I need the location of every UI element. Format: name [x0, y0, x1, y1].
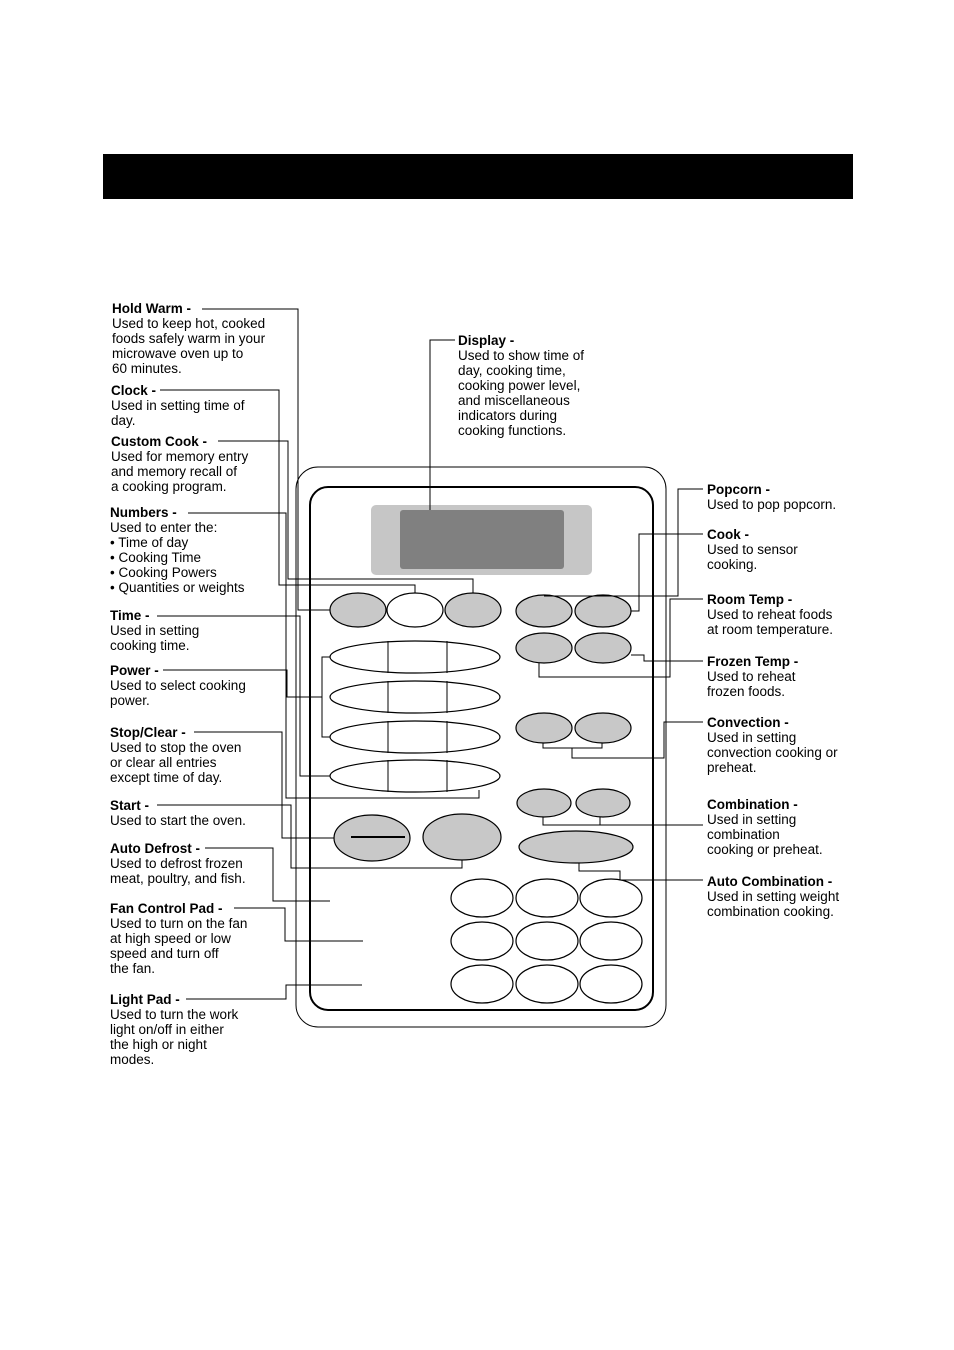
- leader-convection-bracket: [543, 743, 602, 748]
- label-desc: except time of day.: [110, 770, 223, 785]
- label-desc: convection cooking or: [707, 745, 838, 760]
- label-name: Custom Cook -: [111, 434, 207, 449]
- number-keypad: [451, 879, 642, 1003]
- label-desc: cooking time.: [110, 638, 190, 653]
- label-desc: cooking.: [707, 557, 758, 572]
- label-name: Power -: [110, 663, 159, 678]
- label-desc: • Time of day: [110, 535, 189, 550]
- label-desc: Used to reheat foods: [707, 607, 833, 622]
- label-fan-control: [110, 901, 247, 976]
- auto-combination-button[interactable]: [519, 831, 633, 863]
- clock-button[interactable]: [387, 593, 443, 627]
- label-name: Cook -: [707, 527, 749, 542]
- label-desc: Used to start the oven.: [110, 813, 246, 828]
- label-desc: power.: [110, 693, 150, 708]
- wide-pad-row-2[interactable]: [330, 681, 500, 713]
- label-desc: Used in setting: [707, 812, 797, 827]
- label-name: Room Temp -: [707, 592, 793, 607]
- label-desc: or clear all entries: [110, 755, 217, 770]
- leader-display: [430, 340, 455, 510]
- label-name: Frozen Temp -: [707, 654, 799, 669]
- label-clock: [111, 383, 245, 428]
- label-desc: at high speed or low: [110, 931, 231, 946]
- number-key[interactable]: [516, 965, 578, 1003]
- label-custom-cook: [111, 434, 248, 494]
- convection-button-left[interactable]: [516, 713, 572, 743]
- label-desc: preheat.: [707, 760, 757, 775]
- label-name: Display -: [458, 333, 515, 348]
- label-name: Hold Warm -: [112, 301, 191, 316]
- label-desc: foods safely warm in your: [112, 331, 266, 346]
- label-desc: day, cooking time,: [458, 363, 566, 378]
- label-desc: Used to reheat: [707, 669, 796, 684]
- wide-pad-row-1[interactable]: [330, 641, 500, 673]
- start-button[interactable]: [423, 814, 501, 860]
- label-desc: and memory recall of: [111, 464, 238, 479]
- label-desc: Used for memory entry: [111, 449, 249, 464]
- label-name: Auto Combination -: [707, 874, 833, 889]
- label-desc: a cooking program.: [111, 479, 227, 494]
- label-desc: • Cooking Time: [110, 550, 202, 565]
- label-desc: Used to sensor: [707, 542, 798, 557]
- convection-button-right[interactable]: [575, 713, 631, 743]
- label-convection: [707, 715, 838, 775]
- label-auto-defrost: [110, 841, 246, 886]
- label-desc: Used in setting: [110, 623, 200, 638]
- label-desc: Used to turn on the fan: [110, 916, 248, 931]
- label-desc: Used to turn the work: [110, 1007, 239, 1022]
- label-display: [458, 333, 584, 438]
- number-key[interactable]: [580, 922, 642, 960]
- label-name: Convection -: [707, 715, 789, 730]
- number-key[interactable]: [516, 879, 578, 917]
- label-desc: • Cooking Powers: [110, 565, 217, 580]
- label-combination: [707, 797, 823, 857]
- label-desc: Used to enter the:: [110, 520, 218, 535]
- label-desc: microwave oven up to: [112, 346, 244, 361]
- custom-cook-button[interactable]: [445, 593, 501, 627]
- label-desc: frozen foods.: [707, 684, 786, 699]
- label-hold-warm: [112, 301, 265, 376]
- number-key[interactable]: [451, 922, 513, 960]
- combination-button-right[interactable]: [576, 789, 630, 817]
- label-desc: Used in setting: [707, 730, 797, 745]
- label-name: Time -: [110, 608, 150, 623]
- label-desc: cooking functions.: [458, 423, 567, 438]
- label-name: Stop/Clear -: [110, 725, 186, 740]
- wide-pad-row-3[interactable]: [330, 721, 500, 753]
- label-desc: • Quantities or weights: [110, 580, 245, 595]
- number-key[interactable]: [516, 922, 578, 960]
- display-screen: [400, 510, 564, 569]
- label-power: [110, 663, 246, 708]
- number-key[interactable]: [451, 879, 513, 917]
- leader-combination-bracket: [543, 817, 600, 825]
- label-time: [110, 608, 199, 653]
- label-desc: the high or night: [110, 1037, 207, 1052]
- label-name: Combination -: [707, 797, 798, 812]
- label-desc: day.: [111, 413, 136, 428]
- label-desc: at room temperature.: [707, 622, 834, 637]
- label-desc: light on/off in either: [110, 1022, 224, 1037]
- label-room-temp: [707, 592, 833, 637]
- leader-auto-combination: [579, 863, 703, 880]
- label-desc: 60 minutes.: [112, 361, 182, 376]
- leader-power-bracket: [322, 657, 330, 737]
- wide-pad-row-4[interactable]: [330, 760, 500, 792]
- label-light-pad: [110, 992, 238, 1067]
- leader-frozen-temp: [631, 655, 703, 661]
- label-cook: [707, 527, 798, 572]
- label-numbers: [110, 505, 245, 595]
- label-stop-clear: [110, 725, 241, 785]
- frozen-temp-button[interactable]: [575, 633, 631, 663]
- label-name: Light Pad -: [110, 992, 180, 1007]
- label-desc: Used to show time of: [458, 348, 585, 363]
- cook-button[interactable]: [575, 595, 631, 627]
- label-desc: Used to keep hot, cooked: [112, 316, 266, 331]
- label-desc: and miscellaneous: [458, 393, 570, 408]
- number-key[interactable]: [580, 879, 642, 917]
- label-desc: Used in setting time of: [111, 398, 245, 413]
- label-desc: Used to select cooking: [110, 678, 246, 693]
- label-name: Clock -: [111, 383, 157, 398]
- label-frozen-temp: [707, 654, 798, 699]
- label-desc: Used to pop popcorn.: [707, 497, 837, 512]
- label-desc: combination: [707, 827, 780, 842]
- label-desc: speed and turn off: [110, 946, 219, 961]
- label-auto-combination: [707, 874, 839, 919]
- label-name: Fan Control Pad -: [110, 901, 223, 916]
- label-popcorn: [707, 482, 836, 512]
- label-name: Start -: [110, 798, 150, 813]
- label-name: Popcorn -: [707, 482, 770, 497]
- label-desc: indicators during: [458, 408, 558, 423]
- label-name: Numbers -: [110, 505, 177, 520]
- label-start: [110, 798, 246, 828]
- room-temp-button[interactable]: [516, 633, 572, 663]
- combination-button-left[interactable]: [517, 789, 571, 817]
- label-desc: cooking or preheat.: [707, 842, 823, 857]
- popcorn-button[interactable]: [516, 595, 572, 627]
- label-desc: cooking power level,: [458, 378, 581, 393]
- leader-fan-control: [234, 908, 363, 941]
- hold-warm-button[interactable]: [330, 593, 386, 627]
- stop-clear-button[interactable]: [334, 815, 410, 861]
- number-key[interactable]: [451, 965, 513, 1003]
- number-key[interactable]: [580, 965, 642, 1003]
- label-desc: the fan.: [110, 961, 156, 976]
- label-desc: combination cooking.: [707, 904, 834, 919]
- label-desc: modes.: [110, 1052, 155, 1067]
- label-desc: Used to stop the oven: [110, 740, 242, 755]
- label-name: Auto Defrost -: [110, 841, 200, 856]
- label-desc: meat, poultry, and fish.: [110, 871, 246, 886]
- label-desc: Used in setting weight: [707, 889, 840, 904]
- label-desc: Used to defrost frozen: [110, 856, 243, 871]
